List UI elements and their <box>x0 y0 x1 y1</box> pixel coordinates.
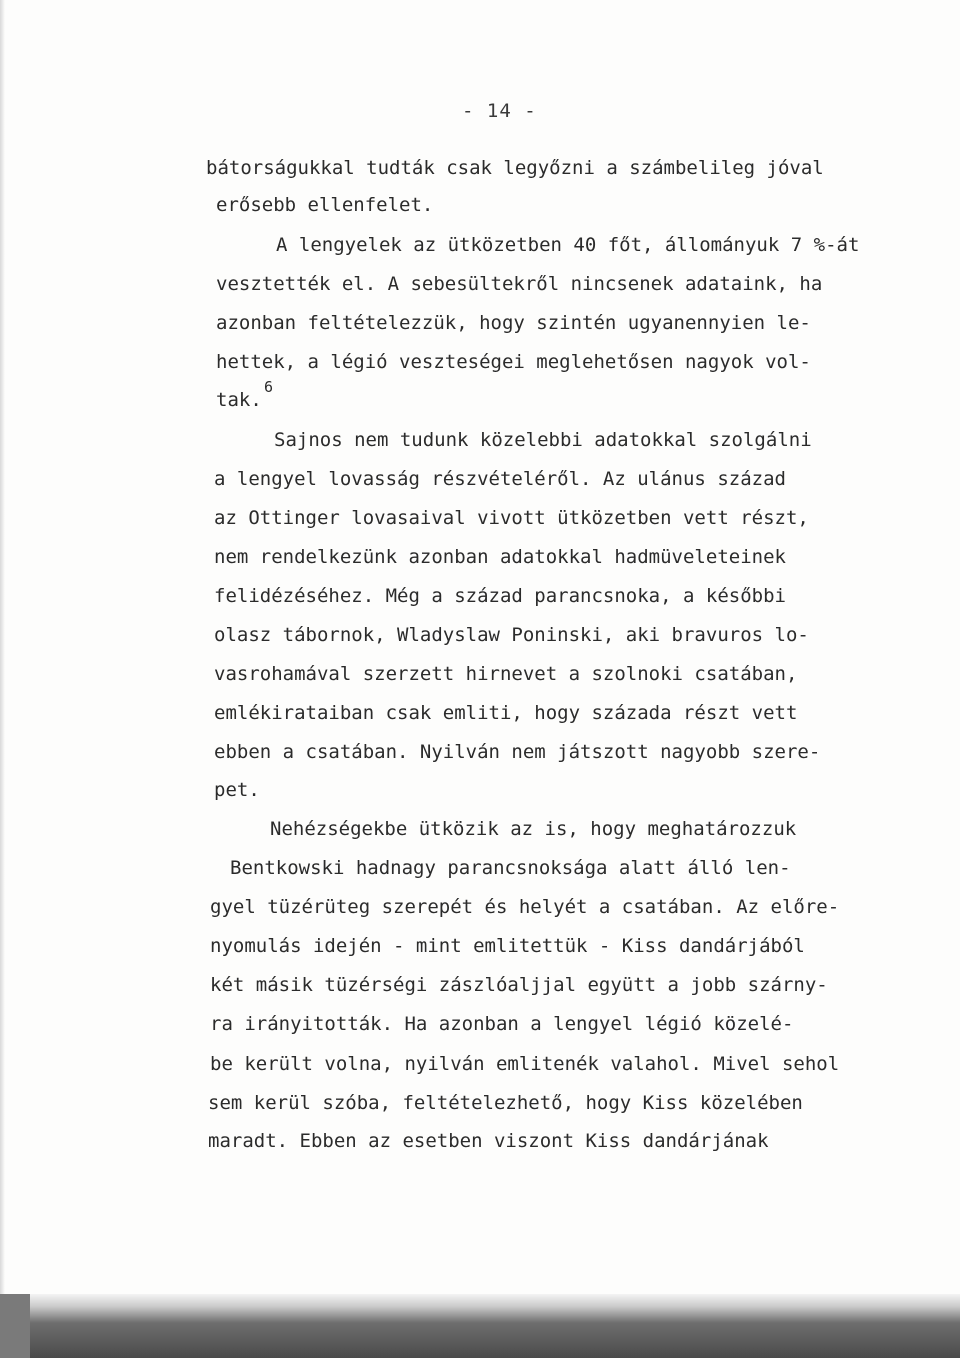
scan-left-edge <box>0 0 5 1358</box>
text-line-6: hettek, a légió veszteségei meglehetősen nagyok vol- <box>216 351 811 373</box>
text-line-25: sem kerül szóba, feltételezhető, hogy Kiss közelében <box>208 1092 803 1114</box>
text-line-26: maradt. Ebben az esetben viszont Kiss dandárjának <box>208 1130 769 1152</box>
footnote-mark: 6 <box>264 378 274 396</box>
text-line-7: tak. <box>216 389 262 411</box>
page-number: - 14 - <box>462 100 537 122</box>
text-line-22: két másik tüzérségi zászlóaljjal együtt a jobb szárny- <box>210 974 828 996</box>
text-line-18: Nehézségekbe ütközik az is, hogy meghatározzuk <box>270 818 797 840</box>
text-line-9: a lengyel lovasság részvételéről. Az ulánus század <box>214 468 786 490</box>
text-line-12: felidézéséhez. Még a század parancsnoka, a későbbi <box>214 585 786 607</box>
scan-bottom-corner <box>0 1294 30 1358</box>
text-line-21: nyomulás idején - mint emlitettük - Kiss dandárjából <box>210 935 805 957</box>
text-line-5: azonban feltételezzük, hogy szintén ugyanennyien le- <box>216 312 811 334</box>
text-line-2: erősebb ellenfelet. <box>216 194 434 216</box>
text-line-15: emlékirataiban csak emliti, hogy százada részt vett <box>214 702 798 724</box>
text-line-14: vasrohamával szerzett hirnevet a szolnoki csatában, <box>214 663 798 685</box>
text-line-1: bátorságukkal tudták csak legyőzni a számbelileg jóval <box>206 157 824 179</box>
text-line-4: vesztették el. A sebesültekről nincsenek adataink, ha <box>216 273 823 295</box>
text-line-13: olasz tábornok, Wladyslaw Poninski, aki bravuros lo- <box>214 624 809 646</box>
text-line-8: Sajnos nem tudunk közelebbi adatokkal szolgálni <box>274 429 812 451</box>
text-line-10: az Ottinger lovasaival vivott ütközetben vett részt, <box>214 507 809 529</box>
scan-bottom-edge <box>0 1294 960 1358</box>
text-line-11: nem rendelkezünk azonban adatokkal hadmüveleteinek <box>214 546 786 568</box>
text-line-16: ebben a csatában. Nyilván nem játszott nagyobb szere- <box>214 741 821 763</box>
text-line-17: pet. <box>214 779 260 801</box>
text-line-23: ra irányitották. Ha azonban a lengyel légió közelé- <box>210 1013 794 1035</box>
text-line-24: be került volna, nyilván emlitenék valahol. Mivel sehol <box>210 1053 840 1075</box>
text-line-19: Bentkowski hadnagy parancsnoksága alatt álló len- <box>230 857 791 879</box>
text-line-20: gyel tüzérüteg szerepét és helyét a csatában. Az előre- <box>210 896 840 918</box>
text-line-3: A lengyelek az ütközetben 40 főt, állományuk 7 %-át <box>276 234 860 256</box>
